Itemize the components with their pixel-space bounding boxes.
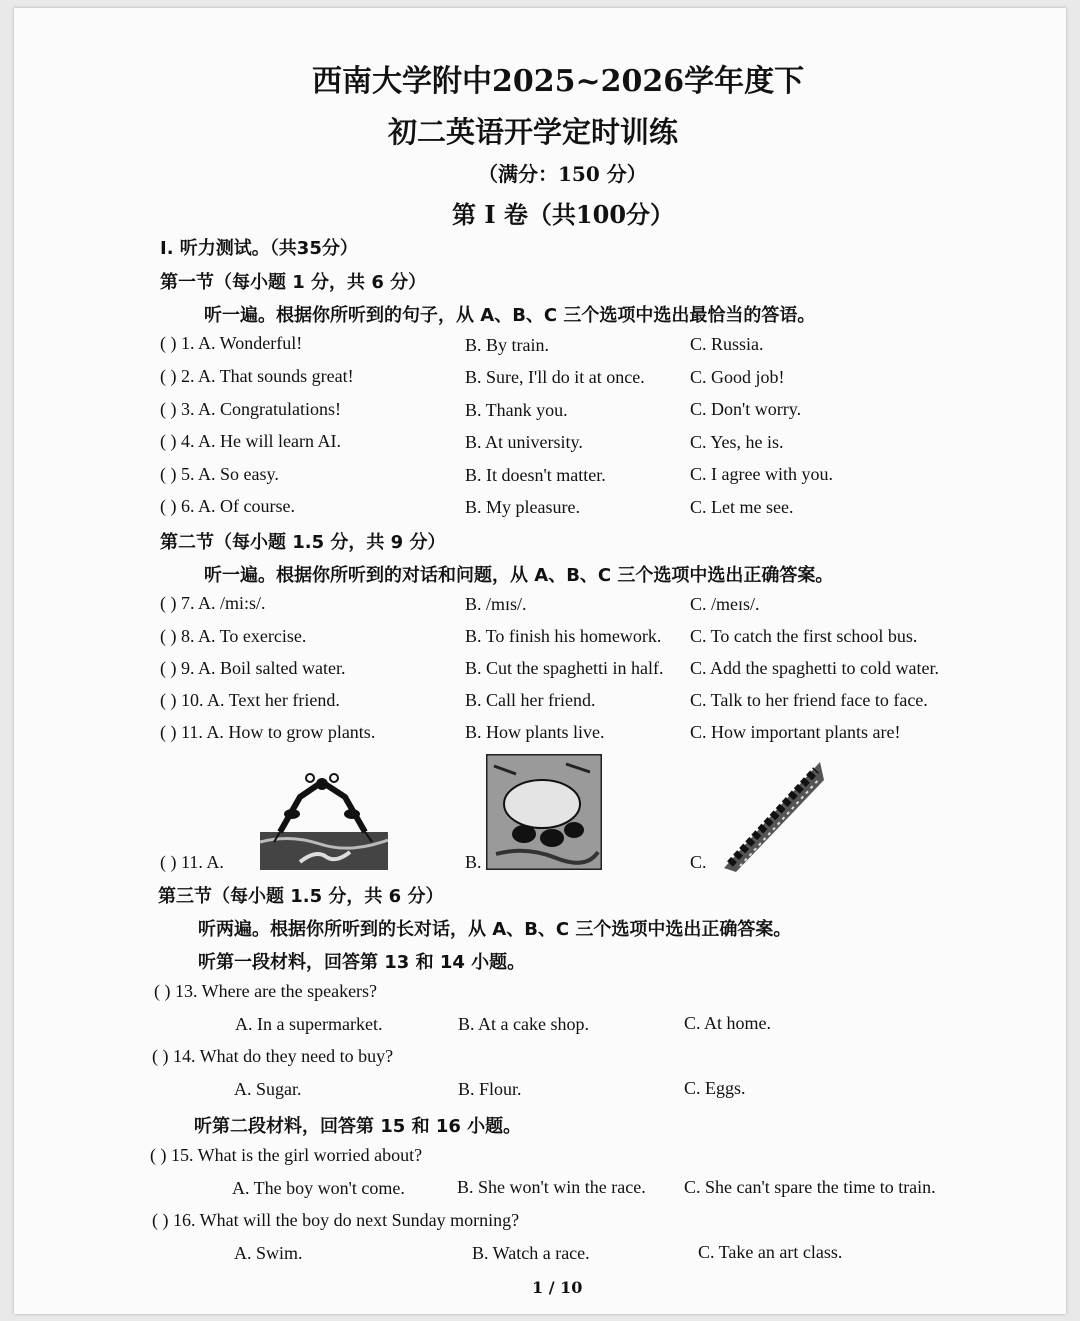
question-10: ( ) 10. A. Text her friend. <box>160 690 340 710</box>
section1-instruction: 听一遍。根据你所听到的句子，从 A、B、C 三个选项中选出最恰当的答语。 <box>204 305 816 326</box>
section3-instruction: 听两遍。根据你所听到的长对话，从 A、B、C 三个选项中选出正确答案。 <box>198 919 792 940</box>
option-15c: C. She can't spare the time to train. <box>684 1177 936 1197</box>
option-3c: C. Don't worry. <box>690 399 802 419</box>
question-15: ( ) 15. What is the girl worried about? <box>150 1145 423 1165</box>
full-score: （满分：150 分） <box>478 162 647 186</box>
question-4: ( ) 4. A. He will learn AI. <box>160 431 341 451</box>
option-2b: B. Sure, I'll do it at once. <box>465 367 645 387</box>
question-13: ( ) 13. Where are the speakers? <box>154 981 378 1001</box>
option-13b: B. At a cake shop. <box>458 1014 589 1034</box>
volume-title: 第 I 卷（共100分） <box>452 200 675 229</box>
question-6: ( ) 6. A. Of course. <box>160 496 295 516</box>
option-13c: C. At home. <box>684 1013 772 1033</box>
section1-title: 第一节（每小题 1 分，共 6 分） <box>160 272 427 293</box>
question-16: ( ) 16. What will the boy do next Sunday morning? <box>152 1210 520 1230</box>
ants-food-picture <box>486 754 602 870</box>
question-2: ( ) 2. A. That sounds great! <box>160 366 354 386</box>
question-11: ( ) 11. A. How to grow plants. <box>160 722 376 742</box>
passage2-instruction: 听第二段材料，回答第 15 和 16 小题。 <box>194 1116 522 1137</box>
question-7: ( ) 7. A. /mi:s/. <box>160 593 266 613</box>
ants-bridge-picture <box>260 772 388 870</box>
option-9c: C. Add the spaghetti to cold water. <box>690 658 939 678</box>
option-16c: C. Take an art class. <box>698 1242 843 1262</box>
section2-instruction: 听一遍。根据你所听到的对话和问题，从 A、B、C 三个选项中选出正确答案。 <box>204 565 834 586</box>
exam-title: 初二英语开学定时训练 <box>388 115 679 149</box>
option-4b: B. At university. <box>465 432 583 452</box>
option-14b: B. Flour. <box>458 1079 522 1099</box>
option-2c: C. Good job! <box>690 367 785 387</box>
section3-title: 第三节（每小题 1.5 分，共 6 分） <box>158 886 444 907</box>
option-14a: A. Sugar. <box>234 1079 302 1099</box>
question-9: ( ) 9. A. Boil salted water. <box>160 658 346 678</box>
picture-question-label: ( ) 11. A. <box>160 852 224 872</box>
option-8c: C. To catch the first school bus. <box>690 626 918 646</box>
option-8b: B. To finish his homework. <box>465 626 662 646</box>
option-16a: A. Swim. <box>234 1243 303 1263</box>
option-4c: C. Yes, he is. <box>690 432 784 452</box>
option-1c: C. Russia. <box>690 334 764 354</box>
question-1: ( ) 1. A. Wonderful! <box>160 333 303 353</box>
question-3: ( ) 3. A. Congratulations! <box>160 399 341 419</box>
page-number: 1 / 10 <box>532 1278 583 1297</box>
passage1-instruction: 听第一段材料，回答第 13 和 14 小题。 <box>198 952 526 973</box>
option-6b: B. My pleasure. <box>465 497 580 517</box>
option-14c: C. Eggs. <box>684 1078 746 1098</box>
option-3b: B. Thank you. <box>465 400 568 420</box>
option-5b: B. It doesn't matter. <box>465 465 606 485</box>
option-7c: C. /meɪs/. <box>690 594 760 614</box>
part1-title: I. 听力测试。（共35分） <box>160 238 358 259</box>
option-15a: A. The boy won't come. <box>232 1178 405 1198</box>
option-7b: B. /mɪs/. <box>465 594 527 614</box>
option-9b: B. Cut the spaghetti in half. <box>465 658 664 678</box>
question-8: ( ) 8. A. To exercise. <box>160 626 307 646</box>
option-11b: B. How plants live. <box>465 722 605 742</box>
option-10c: C. Talk to her friend face to face. <box>690 690 928 710</box>
option-15b: B. She won't win the race. <box>457 1177 646 1197</box>
exam-school-title: 西南大学附中2025~2026学年度下 <box>312 64 805 99</box>
option-11c: C. How important plants are! <box>690 722 901 742</box>
option-10b: B. Call her friend. <box>465 690 596 710</box>
option-5c: C. I agree with you. <box>690 464 833 484</box>
ants-line-picture <box>716 756 826 872</box>
option-6c: C. Let me see. <box>690 497 794 517</box>
picture-option-b-label: B. <box>465 852 482 872</box>
question-14: ( ) 14. What do they need to buy? <box>152 1046 394 1066</box>
picture-option-c-label: C. <box>690 852 707 872</box>
question-5: ( ) 5. A. So easy. <box>160 464 279 484</box>
option-1b: B. By train. <box>465 335 549 355</box>
section2-title: 第二节（每小题 1.5 分，共 9 分） <box>160 532 446 553</box>
option-13a: A. In a supermarket. <box>235 1014 383 1034</box>
option-16b: B. Watch a race. <box>472 1243 590 1263</box>
